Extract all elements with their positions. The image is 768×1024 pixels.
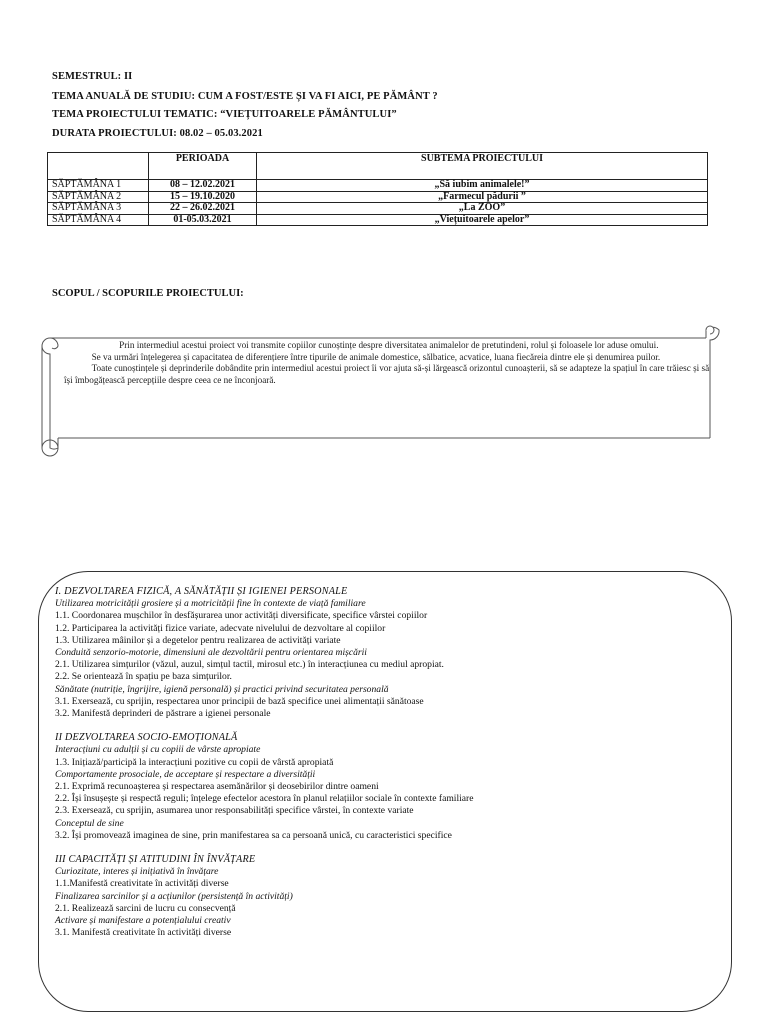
- table-row: [48, 191, 708, 203]
- domain-item: 3.2. Își promovează imaginea de sine, prin manifestarea sa ca persoană unică, cu caracteristici specifice: [55, 829, 452, 841]
- table-row: [48, 214, 708, 226]
- domain-subtitle: Finalizarea sarcinilor și a acțiunilor (persistență în activități): [55, 890, 293, 902]
- domain-item: 1.3. Utilizarea mâinilor și a degetelor pentru realizarea de activități variate: [55, 634, 341, 646]
- table-row: [48, 203, 708, 215]
- project-duration-label: DURATA PROIECTULUI: 08.02 – 05.03.2021: [52, 128, 263, 139]
- domain-subtitle: Curiozitate, interes și inițiativă în învățare: [55, 866, 219, 878]
- period-cell: 15 – 19.10.2020: [149, 191, 257, 203]
- week-cell: SĂPTĂMÂNA 2: [48, 191, 149, 203]
- domain-subtitle: Conduită senzorio-motorie, dimensiuni ale dezvoltării pentru orientarea mișcării: [55, 647, 367, 659]
- period-cell: 01-05.03.2021: [149, 214, 257, 226]
- domain-title: II DEZVOLTAREA SOCIO-EMOȚIONALĂ: [55, 732, 238, 744]
- domain-subtitle: Interacțiuni cu adulții și cu copiii de vârste apropiate: [55, 744, 261, 756]
- schedule-table: [47, 152, 708, 226]
- semester-label: SEMESTRUL: II: [52, 71, 133, 82]
- domain-item: 2.1. Utilizarea simțurilor (văzul, auzul, simțul tactil, mirosul etc.) în interacțiunea cu mediul apropiat.: [55, 659, 444, 671]
- schedule-header-period: PERIOADA: [149, 153, 257, 180]
- annual-theme-label: TEMA ANUALĂ DE STUDIU: CUM A FOST/ESTE ȘI VA FI AICI, PE PĂMÂNT ?: [52, 91, 438, 102]
- domain-item: 1.3. Inițiază/participă la interacțiuni pozitive cu copii de vârstă apropiată: [55, 756, 334, 768]
- domain-item: 1.2. Participarea la activități fizice variate, adecvate nivelului de dezvoltare al copiilor: [55, 622, 386, 634]
- domain-item: 2.3. Exersează, cu sprijin, asumarea unor responsabilități specifice vârstei, în contexte variate: [55, 805, 414, 817]
- domain-item: 2.2. Se orientează în spațiu pe baza simțurilor.: [55, 671, 232, 683]
- domain-subtitle: Sănătate (nutriție, îngrijire, igienă personală) și practici privind securitatea personală: [55, 683, 389, 695]
- subtheme-cell: „Viețuitoarele apelor”: [257, 214, 708, 226]
- domain-item: 1.1.Manifestă creativitate în activități diverse: [55, 878, 229, 890]
- domain-subtitle: Conceptul de sine: [55, 817, 124, 829]
- domain-item: 2.1. Exprimă recunoașterea și respectarea asemănărilor și deosebirilor dintre oameni: [55, 781, 379, 793]
- domain-title: III CAPACITĂȚI ȘI ATITUDINI ÎN ÎNVĂȚARE: [55, 854, 256, 866]
- scope-paragraph: Prin intermediul acestui proiect voi transmite copiilor cunoștințe despre diversitatea animalelor de pretutindeni, rolul și foloasele lor aduse omului.: [64, 340, 659, 350]
- domain-subtitle: Comportamente prosociale, de acceptare și respectare a diversității: [55, 768, 316, 780]
- subtheme-cell: „La ZOO”: [257, 203, 708, 215]
- schedule-header-subtheme: SUBTEMA PROIECTULUI: [257, 153, 708, 180]
- scope-paragraph: Se va urmări înțelegerea și capacitatea de diferențiere între tipurile de animale domestice, sălbatice, acvatice, luana fiecăreia dintre ele și denumirea puilor.: [64, 351, 661, 362]
- domain-title: I. DEZVOLTAREA FIZICĂ, A SĂNĂTĂȚII ȘI IGIENEI PERSONALE: [55, 586, 348, 597]
- subtheme-cell: „Farmecul pădurii ”: [257, 191, 708, 203]
- scope-text: [64, 340, 718, 386]
- period-cell: 22 – 26.02.2021: [149, 203, 257, 215]
- scroll-shape: [38, 318, 720, 458]
- domain-item: 3.2. Manifestă deprinderi de păstrare a igienei personale: [55, 708, 271, 720]
- domain-item: 3.1. Manifestă creativitate în activități diverse: [55, 927, 232, 939]
- scope-scroll-banner: [38, 318, 720, 458]
- domain-item: 1.1. Coordonarea mușchilor în desfășurarea unor activități diversificate, specifice vârstei copiilor: [55, 610, 428, 622]
- domain-item: 3.1. Exersează, cu sprijin, respectarea unor principii de bază specifice unei alimentații sănătoase: [55, 695, 424, 707]
- week-cell: SĂPTĂMÂNA 3: [48, 203, 149, 215]
- schedule-header-row: [48, 153, 708, 180]
- domains-content: [55, 586, 725, 939]
- domain-subtitle: Utilizarea motricității grosiere și a motricității fine în contexte de viață familiare: [55, 598, 366, 610]
- schedule-header-week: [48, 153, 149, 180]
- table-row: [48, 180, 708, 192]
- scope-title: SCOPUL / SCOPURILE PROIECTULUI:: [52, 288, 244, 299]
- project-theme-label: TEMA PROIECTULUI TEMATIC: “VIEȚUITOARELE PĂMÂNTULUI”: [52, 109, 397, 120]
- domain-subtitle: Activare și manifestare a potențialului creativ: [55, 915, 231, 927]
- subtheme-cell: „Să iubim animalele!”: [257, 180, 708, 192]
- week-cell: SĂPTĂMÂNA 1: [48, 180, 149, 192]
- period-cell: 08 – 12.02.2021: [149, 180, 257, 192]
- week-cell: SĂPTĂMÂNA 4: [48, 214, 149, 226]
- domain-item: 2.2. Își însușește și respectă reguli; înțelege efectelor acestora în planul relațiilor sociale în contexte familiare: [55, 793, 474, 805]
- scope-paragraph: Toate cunoștințele și deprinderile dobândite prin intermediul acestui proiect îi vor ajuta să-și lărgească orizontul cunoașterii, să se adapteze la spațiul în care trăiesc și să își îmbogățească percepțiile despre ceea ce ne înconjoară.: [64, 363, 712, 385]
- domain-item: 2.1. Realizează sarcini de lucru cu consecvență: [55, 902, 236, 914]
